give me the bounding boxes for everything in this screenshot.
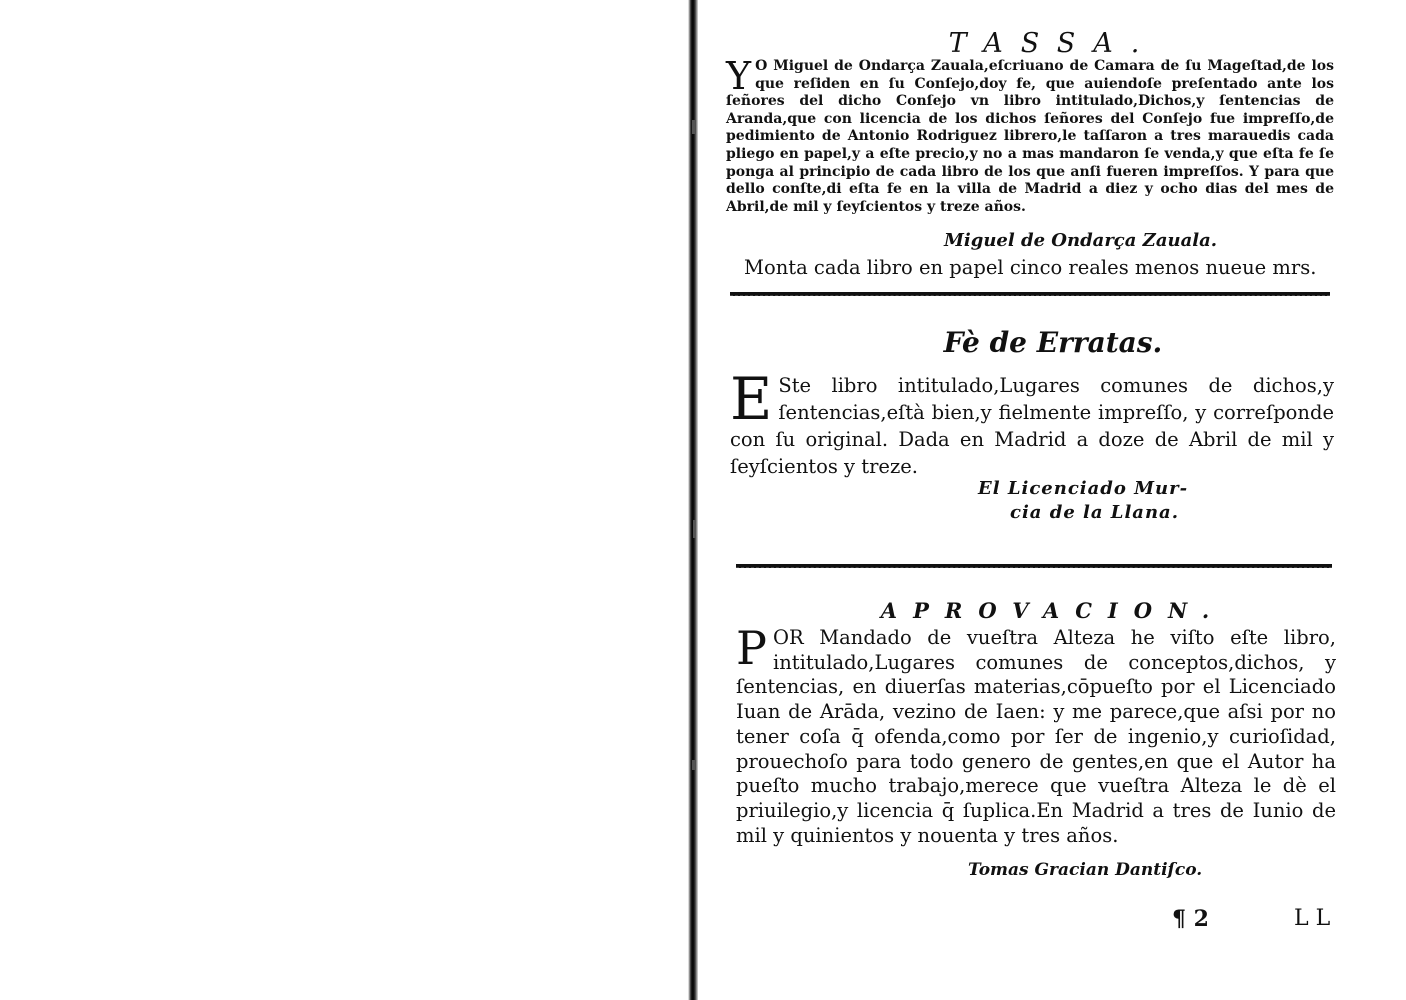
tassa-heading: TASSA. [948,28,1158,59]
blank-left-page [0,0,690,1000]
gutter-speck [692,760,695,770]
aprovacion-paragraph [736,621,1336,848]
tassa-dropcap: Y [726,54,752,98]
book-gutter [688,0,698,1000]
gutter-speck [692,120,695,134]
price-line: Monta cada libro en papel cinco reales menos nueue mrs. [744,256,1317,279]
catchword: L L [1294,906,1331,931]
tassa-text: O Miguel de Ondarça Zauala,eſcriuano de Camara de ſu Mageſtad,de los que reſiden en ſu Conſejo,doy fe, que auiendoſe preſentado ante los ſeñores del dicho Conſejo vn libro intitulado,Dichos,y ſentencias de Aranda,que con licencia de los dichos ſeñores del Conſejo fue impreſſo,de pedimiento de Antonio Rodriguez librero,le taſſaron a tres marauedis cada pliego en papel,y a eſte precio,y no a mas mandaron ſe venda,y que eſta fe ſe ponga al principio de cada libro de los que anſi fueren impreſſos. Y para que dello conſte,di eſta fe en la villa de Madrid a diez y ocho dias del mes de Abril,de mil y ſeyſcientos y treze años. [726,58,1334,215]
divider-rule [730,292,1330,296]
fe-erratas-text: Ste libro intitulado,Lugares comunes de dichos,y ſentencias,eſtà bien,y fielmente impreſſo, y correſponde con ſu original. Dada en Madrid a doze de Abril de mil y ſeyſcientos y treze. [730,374,1334,478]
aprovacion-dropcap: P [736,621,767,675]
fe-erratas-dropcap: E [730,365,773,433]
fe-erratas-paragraph [730,365,1334,480]
fe-erratas-signature-line2: cia de la Llana. [1010,502,1179,523]
signature-mark: ¶ 2 [1172,906,1209,932]
tassa-paragraph [726,54,1334,216]
gutter-speck [693,520,696,538]
aprovacion-signature: Tomas Gracian Dantiſco. [968,860,1203,880]
aprovacion-text: OR Mandado de vueſtra Alteza he viſto eſte libro, intitulado,Lugares comunes de conceptos,dichos, y ſentencias, en diuerſas materias,cōpueſto por el Licenciado Iuan de Arāda, vezino de Iaen: y me parece,que aſsi por no tener coſa q̄ ofenda,como por ſer de ingenio,y curioſidad, prouechoſo para todo genero de gentes,en que el Autor ha pueſto mucho trabajo,merece que vueſtra Alteza le dè el priuilegio,y licencia q̄ ſuplica.En Madrid a tres de Iunio de mil y quinientos y nouenta y tres años. [736,626,1336,847]
aprovacion-heading: APROVACION. [880,598,1226,623]
divider-rule [736,564,1332,568]
right-page [700,0,1406,1000]
fe-erratas-heading: Fè de Erratas. [943,326,1163,359]
fe-erratas-signature-line1: El Licenciado Mur- [978,478,1189,499]
tassa-signature: Miguel de Ondarça Zauala. [944,230,1218,251]
